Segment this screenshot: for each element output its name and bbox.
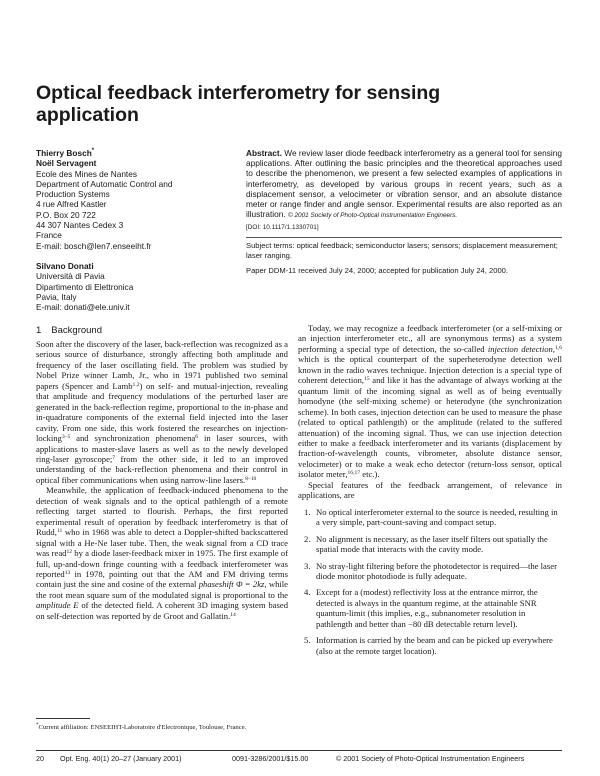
right-column	[298, 323, 562, 656]
footer-divider	[36, 750, 562, 751]
citation-ref[interactable]: 16,17	[347, 470, 361, 477]
abstract-copyright: © 2001 Society of Photo-Optical Instrumentation Engineers.	[287, 212, 458, 220]
citation-ref[interactable]: 12	[66, 549, 73, 556]
author-email[interactable]: E-mail: bosch@len7.enseeiht.fr	[36, 240, 152, 251]
list-item: 5. Information is carried by the beam and can be picked up everywhere (also at the remote target location).	[304, 635, 553, 656]
affiliation-line: Dipartimento di Elettronica	[36, 281, 134, 292]
paragraph: Today, we may recognize a feedback interferometer (or a self-mixing or an injection interferometer etc., all are synonymous terms) as a system performing a special type of detection, the so-called injection detection,$^{1,6}$ which is the optical counterpart of the superheterodyne detection well known in the radio waves technique. Injection detection is a special type of coherent detection,$^{15}$ and like it has the advantage of always working at the quantum limit of the incoming signal as well as of being eventually homodyne (the self-mixing scheme) or heterodyne (the synchronization scheme). In both cases, injection detection can be used to measure the phase (related to optical pathlength) or the amplitude (related to the suffered attenuation) of the incoming signal. Thus, we can use injection detection either to make a feedback interferometer and its variants (displacement by fraction-of-wavelength counts, vibrometer, absolute distance sensor, velocimeter) or to make a weak echo detector (return-loss sensor, optical isolator meter,$^{16,17}$ etc.).	[298, 323, 562, 480]
paragraph: Special features of the feedback arrangement, of relevance in applications, are	[298, 479, 562, 501]
citation-ref[interactable]: 1,2	[132, 381, 140, 388]
abstract	[246, 148, 562, 234]
paragraph: Meanwhile, the application of feedback-induced phenomena to the detection of weak signals and to the optical pathlength of a remote reflecting target started to flourish. Perhaps, the first reported experimental result of operation by feedback interferometry is that of Rudd,$^{11}$ who in 1968 was able to detect a Doppler-shifted backscattered signal with a He-Ne laser tube. Then, the weak signal from a CD trace was read$^{12}$ by a diode laser-feedback mixer in 1975. The first example of full, up-and-down fringe counting with a feedback interferometer was reported$^{13}$ in 1978, pointing out that the AM and FM driving terms contain just the sine and cosine of the external phaseshift Φ = 2kz, while the root mean square sum of the modulated signal is proportional to the amplitude E of the detected field. A coherent 3D imaging system based on self-detection was reported by de Groot and Gallatin.$^{14}$	[36, 485, 289, 621]
citation-ref[interactable]: 7	[112, 454, 116, 461]
footer-copyright: © 2001 Society of Photo-Optical Instrumentation Engineers	[336, 754, 525, 763]
phase-term: phaseshift	[198, 579, 234, 590]
paragraph: Soon after the discovery of the laser, back-reflection was recognized as a serious source of disturbance, strongly affecting both amplitude and frequency of the laser oscillating field. The problem was studied by Nobel Prize winner Lamb, Jr., who in 1971 published two seminal papers (Spencer and Lamb$^{1,2}$) on self- and mutual-injection, revealing that amplitude and frequency modulations of the perturbed laser are generated in the back-reflection regime, proportional to the in-phase and in-quadrature components of the external field injected into the laser cavity. From one side, this work fostered the researches on injection-locking$^{3-5}$ and synchronization phenomena$^6$ in laser sources, with applications to master-slave lasers as well as to the newly developed ring-laser gyroscope;$^7$ from the other side, it led to an improved understanding of the back-reflection phenomena and their control in optical fiber communications when using narrow-line lasers.$^{8-10}$	[36, 339, 288, 485]
left-column	[36, 339, 288, 621]
citation-ref[interactable]: 13	[64, 569, 71, 576]
phase-formula: Φ = 2kz	[233, 579, 265, 590]
affiliation-line: France	[36, 230, 62, 241]
affiliation-line: 4 rue Alfred Kastler	[36, 199, 107, 210]
affiliation-line: P.O. Box 20 722	[36, 209, 96, 220]
abstract-divider	[246, 237, 562, 238]
list-item: 2. No alignment is necessary, as the laser itself filters out spatially the spatial mode that interacts with the cavity mode.	[304, 533, 548, 555]
affiliation-line: Ecole des Mines de Nantes	[36, 168, 138, 179]
list-item: 1. No optical interferometer external to the source is needed, resulting in a very simple, part-count-saving and compact setup.	[304, 506, 558, 528]
abstract-doi[interactable]: [DOI: 10.1117/1.1330701]	[246, 224, 319, 232]
list-item: 3. No stray-light filtering before the photodetector is required—the laser diode monitor photodiode is fully adequate.	[304, 560, 557, 581]
footnote: *Current affiliation: ENSEEIHT-Laboratoire d'Electronique, Toulouse, France.	[36, 723, 247, 732]
citation-ref[interactable]: 6	[195, 434, 199, 441]
list-item: 4. Except for a (modest) reflectivity loss at the entrance mirror, the detected is always in the quantum regime, at the attainable SNR quantum-limit (this implies, e.g., subnanometer resolution in pathlength and better than −80 dB detectable return level).	[304, 587, 538, 629]
citation-ref[interactable]: 15	[364, 376, 370, 383]
author-name: Thierry Bosch*	[36, 148, 95, 158]
section-heading	[36, 325, 102, 336]
citation-ref[interactable]: 11	[56, 528, 63, 535]
page-number: 20	[36, 754, 44, 763]
affiliation-line: Università di Pavia	[36, 271, 105, 282]
author-block	[36, 148, 236, 312]
footnote-divider	[36, 718, 90, 719]
affiliation-line: Pavia, Italy	[36, 291, 77, 302]
paper-id: Paper DDM-11 received July 24, 2000; accepted for publication July 24, 2000.	[246, 266, 508, 275]
citation-ref[interactable]: 8–10	[245, 475, 257, 482]
emphasis-term: injection detection	[487, 343, 553, 354]
citation-ref[interactable]: 1,6	[555, 344, 562, 351]
affiliation-line: 44 307 Nantes Cedex 3	[36, 220, 124, 231]
affiliation-line: Production Systems	[36, 189, 110, 200]
affiliation-line: Department of Automatic Control and	[36, 178, 173, 189]
section-number: 1	[36, 325, 42, 336]
amplitude-term: amplitude E	[36, 600, 79, 611]
feature-list	[298, 507, 562, 656]
abstract-text: We review laser diode feedback interferometry as a general tool for sensing applications. After outlining the basic principles and the theoretical approaches used to describe the phenomenon, we present a few selected examples of applications in interferometry, as developed by various groups in recent years, such as a displacement sensor, a velocimeter or vibration sensor, and an absolute distance meter or range finder and angle sensor. Experimental results are also reported as an illustration.	[246, 148, 562, 220]
paper-title: Optical feedback interferometry for sensing application	[36, 82, 441, 126]
citation-ref[interactable]: 3–5	[61, 434, 71, 441]
journal-citation: Opt. Eng. 40(1) 20–27 (January 2001)	[60, 754, 182, 763]
author-name: Noël Servagent	[36, 158, 97, 169]
author-name: Silvano Donati	[36, 260, 94, 271]
issn: 0091-3286/2001/$15.00	[232, 754, 309, 763]
author-email[interactable]: E-mail: donati@ele.univ.it	[36, 302, 130, 313]
citation-ref[interactable]: 14	[230, 611, 236, 618]
subject-terms: Subject terms: optical feedback; semiconductor lasers; sensors; displacement measurement; laser ranging.	[246, 241, 558, 260]
section-title: Background	[51, 325, 102, 336]
abstract-heading: Abstract.	[246, 148, 282, 158]
